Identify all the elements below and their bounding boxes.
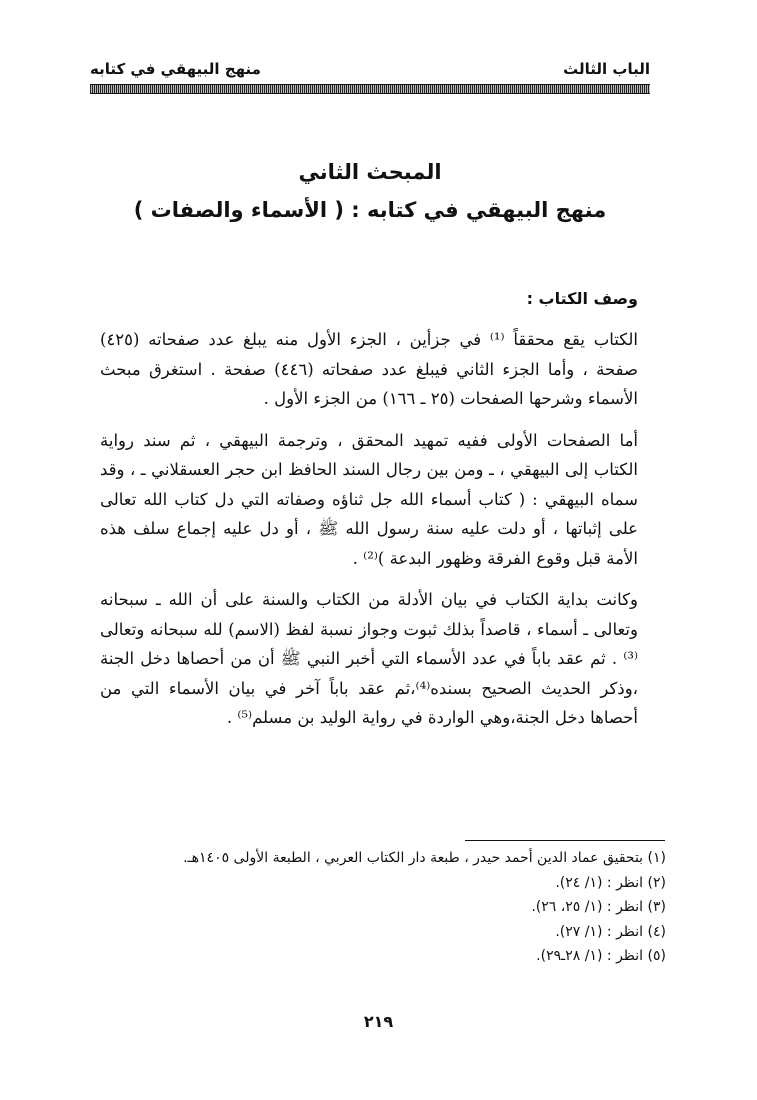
book-title: منهج البيهقي في كتابه : ( الأسماء والصفات ) bbox=[133, 198, 607, 222]
section-title: المبحث الثاني bbox=[298, 160, 442, 184]
footnote: (٤) انظر : (١/ ٢٧). bbox=[555, 923, 666, 940]
footnotes bbox=[100, 846, 666, 969]
body-text bbox=[100, 285, 638, 745]
footnote: (٥) انظر : (١/ ٢٨ـ٢٩). bbox=[536, 948, 666, 964]
paragraph: وكانت بداية الكتاب في بيان الأدلة من الكتاب والسنة على أن الله ـ سبحانه وتعالى ـ أسماء ، قاصداً بذلك ثبوت وجواز نسبة لفظ (الاسم) لله سبحانه وتعالى ⁽³⁾ . ثم عقد باباً في عدد الأسماء التي أخبر النبي ﷺ أن من أحصاها دخل الجنة ،وذكر الحديث الصحيح بسنده⁽⁴⁾،ثم عقد باباً آخر في بيان الأسماء التي من أحصاها دخل الجنة،وهي الواردة في رواية الوليد بن مسلم⁽⁵⁾ . bbox=[100, 590, 638, 727]
footnote: (٢) انظر : (١/ ٢٤). bbox=[555, 874, 666, 891]
title-block bbox=[90, 154, 650, 230]
header-rule bbox=[90, 84, 650, 94]
paragraph: أما الصفحات الأولى ففيه تمهيد المحقق ، وترجمة البيهقي ، ثم سند رواية الكتاب إلى البيهقي ، ـ ومن بين رجال السند الحافظ ابن حجر العسقلاني ـ ، وقد سماه البيهقي : ( كتاب أسماء الله جل ثناؤه وصفاته التي دل كتاب الله تعالى على إثباتها ، أو دلت عليه سنة رسول الله ﷺ ، أو دل عليه إجماع سلف هذه الأمة قبل وقوع الفرقة وظهور البدعة )⁽²⁾ . bbox=[100, 430, 638, 568]
chapter-label: الباب الثالث bbox=[563, 60, 650, 78]
running-title: منهج البيهقي في كتابه bbox=[90, 60, 261, 78]
footnote: (٣) انظر : (١/ ٢٥، ٢٦). bbox=[531, 899, 666, 915]
running-header bbox=[90, 60, 650, 82]
footnote-separator bbox=[465, 840, 665, 841]
footnote: (١) بتحقيق عماد الدين أحمد حيدر ، طبعة دار الكتاب العربي ، الطبعة الأولى ١٤٠٥هـ. bbox=[183, 850, 666, 866]
page-number: ٢١٩ bbox=[363, 1012, 394, 1031]
paragraph: الكتاب يقع محققاً ⁽¹⁾ في جزأين ، الجزء الأول منه يبلغ عدد صفحاته (٤٢٥) صفحة ، وأما الجزء الثاني فيبلغ عدد صفحاته (٤٤٦) صفحة . استغرق مبحث الأسماء وشرحها الصفحات (٢٥ ـ ١٦٦) من الجزء الأول . bbox=[100, 330, 639, 408]
subheading: وصف الكتاب : bbox=[526, 289, 638, 308]
